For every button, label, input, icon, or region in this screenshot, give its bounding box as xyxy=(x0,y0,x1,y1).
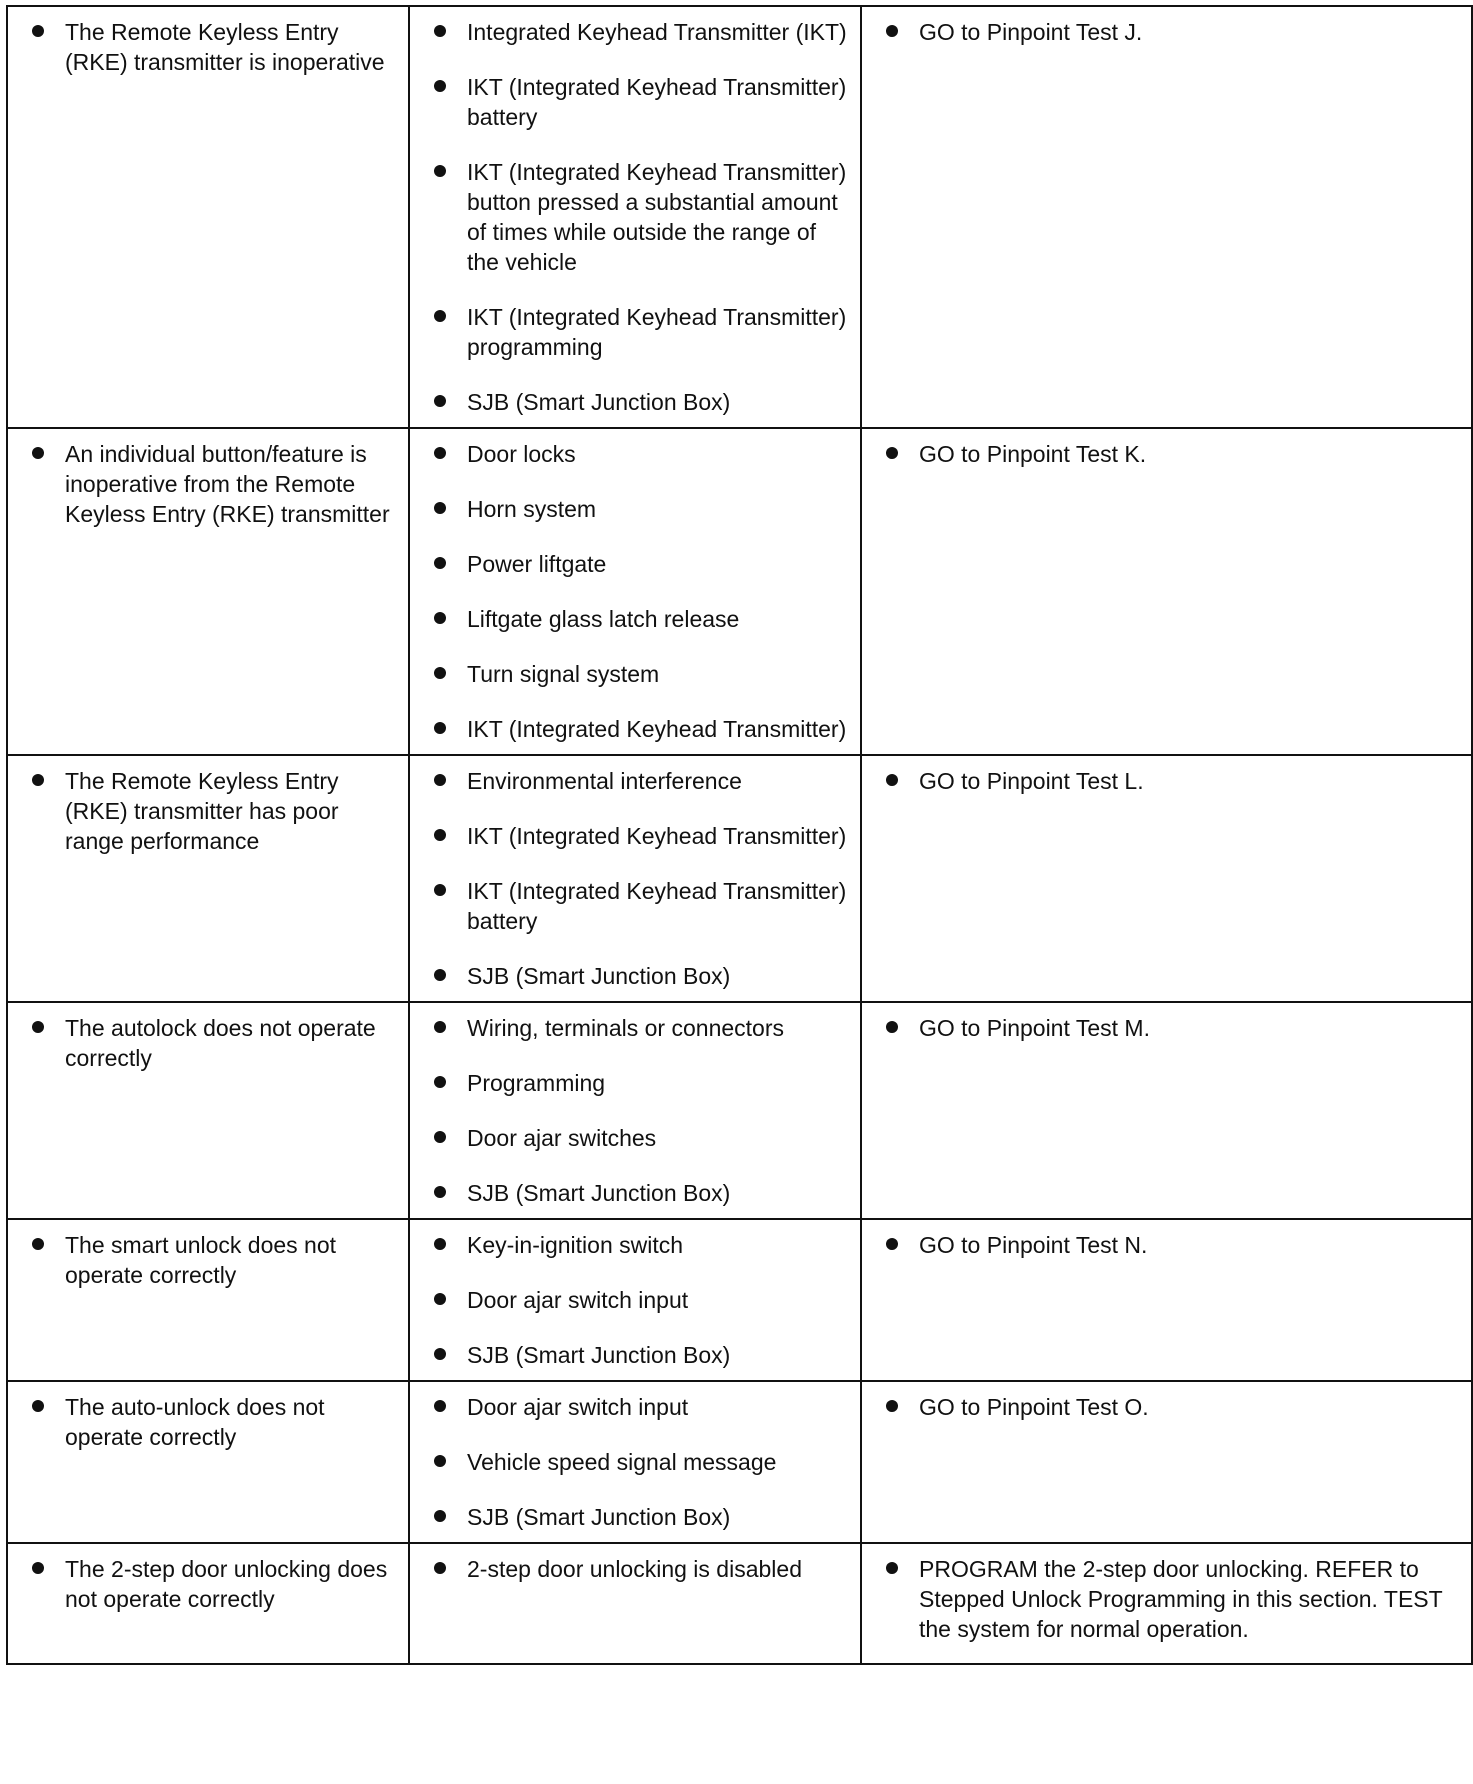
bullet-icon xyxy=(886,1238,898,1250)
list-item-text: GO to Pinpoint Test M. xyxy=(919,1015,1150,1041)
bullet-icon xyxy=(434,612,446,624)
table-row xyxy=(7,428,1472,755)
condition-cell-list xyxy=(32,1013,398,1073)
list-item-text: Power liftgate xyxy=(467,551,607,577)
list-item xyxy=(886,17,1461,47)
condition-cell xyxy=(7,1381,409,1543)
list-item xyxy=(886,1554,1461,1644)
condition-cell-list xyxy=(32,439,398,529)
list-item-text: GO to Pinpoint Test O. xyxy=(919,1394,1149,1420)
table-row xyxy=(7,6,1472,428)
list-item xyxy=(434,1392,850,1422)
bullet-icon xyxy=(886,1400,898,1412)
list-item-text: Door ajar switch input xyxy=(467,1287,689,1313)
bullet-icon xyxy=(434,1076,446,1088)
bullet-icon xyxy=(434,1186,446,1198)
list-item-text: 2-step door unlocking is disabled xyxy=(467,1556,802,1582)
action-cell xyxy=(861,1002,1472,1219)
bullet-icon xyxy=(434,165,446,177)
action-cell-list xyxy=(886,439,1461,469)
list-item-text: GO to Pinpoint Test K. xyxy=(919,441,1147,467)
list-item xyxy=(434,604,850,634)
list-item-text: Horn system xyxy=(467,496,597,522)
bullet-icon xyxy=(434,667,446,679)
possible-source-cell xyxy=(409,1219,861,1381)
possible-source-cell xyxy=(409,428,861,755)
bullet-icon xyxy=(434,1021,446,1033)
bullet-icon xyxy=(886,25,898,37)
table-row xyxy=(7,1543,1472,1664)
list-item-text: SJB (Smart Junction Box) xyxy=(467,1504,731,1530)
table-row xyxy=(7,1002,1472,1219)
condition-cell xyxy=(7,428,409,755)
list-item xyxy=(32,1554,398,1614)
condition-cell xyxy=(7,1002,409,1219)
list-item-text: Vehicle speed signal message xyxy=(467,1449,777,1475)
bullet-icon xyxy=(886,774,898,786)
possible-source-cell xyxy=(409,1543,861,1664)
action-cell xyxy=(861,6,1472,428)
list-item xyxy=(886,439,1461,469)
list-item xyxy=(434,961,850,991)
bullet-icon xyxy=(434,969,446,981)
list-item-text: IKT (Integrated Keyhead Transmitter) button pressed a substantial amount of times while outside the range of the vehicle xyxy=(467,159,847,275)
symptom-chart-body xyxy=(7,6,1472,1664)
bullet-icon xyxy=(32,1562,44,1574)
possible-source-cell-list xyxy=(434,1392,850,1532)
action-cell-list xyxy=(886,1392,1461,1422)
bullet-icon xyxy=(434,774,446,786)
bullet-icon xyxy=(32,774,44,786)
bullet-icon xyxy=(32,447,44,459)
possible-source-cell-list xyxy=(434,1554,850,1584)
bullet-icon xyxy=(434,829,446,841)
list-item-text: Integrated Keyhead Transmitter (IKT) xyxy=(467,19,847,45)
table-row xyxy=(7,755,1472,1002)
list-item xyxy=(32,1392,398,1452)
list-item-text: SJB (Smart Junction Box) xyxy=(467,963,731,989)
list-item-text: IKT (Integrated Keyhead Transmitter) programming xyxy=(467,304,847,360)
bullet-icon xyxy=(434,80,446,92)
bullet-icon xyxy=(434,884,446,896)
bullet-icon xyxy=(886,447,898,459)
action-cell-list xyxy=(886,17,1461,47)
action-cell xyxy=(861,1381,1472,1543)
bullet-icon xyxy=(434,1400,446,1412)
possible-source-cell-list xyxy=(434,766,850,991)
list-item xyxy=(886,1013,1461,1043)
list-item-text: GO to Pinpoint Test N. xyxy=(919,1232,1148,1258)
condition-cell-list xyxy=(32,1230,398,1290)
bullet-icon xyxy=(886,1562,898,1574)
list-item-text: Turn signal system xyxy=(467,661,660,687)
possible-source-cell xyxy=(409,1002,861,1219)
list-item xyxy=(434,1230,850,1260)
condition-cell-list xyxy=(32,766,398,856)
list-item xyxy=(32,1013,398,1073)
list-item xyxy=(434,387,850,417)
list-item-text: The autolock does not operate correctly xyxy=(65,1015,376,1071)
list-item-text: The auto-unlock does not operate correctly xyxy=(65,1394,325,1450)
bullet-icon xyxy=(32,25,44,37)
possible-source-cell xyxy=(409,6,861,428)
possible-source-cell xyxy=(409,755,861,1002)
list-item xyxy=(434,439,850,469)
list-item xyxy=(434,1285,850,1315)
list-item-text: IKT (Integrated Keyhead Transmitter) battery xyxy=(467,878,847,934)
bullet-icon xyxy=(434,447,446,459)
list-item xyxy=(434,714,850,744)
list-item xyxy=(32,17,398,77)
bullet-icon xyxy=(32,1238,44,1250)
bullet-icon xyxy=(434,1455,446,1467)
list-item xyxy=(434,1013,850,1043)
condition-cell xyxy=(7,1543,409,1664)
list-item xyxy=(434,72,850,132)
list-item-text: GO to Pinpoint Test L. xyxy=(919,768,1144,794)
list-item xyxy=(434,302,850,362)
list-item xyxy=(886,1392,1461,1422)
list-item-text: SJB (Smart Junction Box) xyxy=(467,389,731,415)
list-item-text: Liftgate glass latch release xyxy=(467,606,740,632)
list-item-text: IKT (Integrated Keyhead Transmitter) xyxy=(467,716,847,742)
list-item-text: Door ajar switch input xyxy=(467,1394,689,1420)
bullet-icon xyxy=(434,1510,446,1522)
table-row xyxy=(7,1219,1472,1381)
list-item xyxy=(434,1340,850,1370)
condition-cell-list xyxy=(32,1554,398,1614)
list-item xyxy=(32,1230,398,1290)
bullet-icon xyxy=(434,502,446,514)
list-item xyxy=(434,157,850,277)
possible-source-cell-list xyxy=(434,1013,850,1208)
list-item xyxy=(434,659,850,689)
list-item-text: GO to Pinpoint Test J. xyxy=(919,19,1143,45)
list-item xyxy=(434,1447,850,1477)
bullet-icon xyxy=(32,1021,44,1033)
list-item-text: The Remote Keyless Entry (RKE) transmitter has poor range performance xyxy=(65,768,339,854)
list-item-text: SJB (Smart Junction Box) xyxy=(467,1342,731,1368)
list-item xyxy=(434,17,850,47)
list-item-text: Wiring, terminals or connectors xyxy=(467,1015,784,1041)
list-item xyxy=(434,876,850,936)
bullet-icon xyxy=(434,557,446,569)
action-cell xyxy=(861,428,1472,755)
list-item-text: Door ajar switches xyxy=(467,1125,657,1151)
condition-cell xyxy=(7,1219,409,1381)
condition-cell-list xyxy=(32,1392,398,1452)
list-item xyxy=(434,1502,850,1532)
list-item xyxy=(886,1230,1461,1260)
list-item-text: The 2-step door unlocking does not operate correctly xyxy=(65,1556,388,1612)
list-item-text: An individual button/feature is inoperative from the Remote Keyless Entry (RKE) transmitter xyxy=(65,441,390,527)
action-cell-list xyxy=(886,766,1461,796)
bullet-icon xyxy=(434,310,446,322)
list-item xyxy=(434,1178,850,1208)
list-item-text: Environmental interference xyxy=(467,768,742,794)
list-item xyxy=(32,439,398,529)
action-cell xyxy=(861,1543,1472,1664)
list-item xyxy=(434,1554,850,1584)
condition-cell xyxy=(7,755,409,1002)
condition-cell-list xyxy=(32,17,398,77)
possible-source-cell xyxy=(409,1381,861,1543)
list-item xyxy=(434,1123,850,1153)
list-item xyxy=(434,766,850,796)
bullet-icon xyxy=(434,1348,446,1360)
action-cell-list xyxy=(886,1013,1461,1043)
possible-source-cell-list xyxy=(434,1230,850,1370)
bullet-icon xyxy=(434,1238,446,1250)
list-item xyxy=(434,1068,850,1098)
list-item xyxy=(434,494,850,524)
list-item xyxy=(434,821,850,851)
bullet-icon xyxy=(32,1400,44,1412)
action-cell xyxy=(861,755,1472,1002)
list-item-text: SJB (Smart Junction Box) xyxy=(467,1180,731,1206)
list-item xyxy=(434,549,850,579)
bullet-icon xyxy=(434,722,446,734)
possible-source-cell-list xyxy=(434,439,850,744)
list-item-text: Key-in-ignition switch xyxy=(467,1232,684,1258)
bullet-icon xyxy=(886,1021,898,1033)
list-item xyxy=(886,766,1461,796)
list-item-text: PROGRAM the 2-step door unlocking. REFER to Stepped Unlock Programming in this section. TEST the system for normal operation. xyxy=(919,1556,1443,1642)
table-row xyxy=(7,1381,1472,1543)
condition-cell xyxy=(7,6,409,428)
list-item-text: Programming xyxy=(467,1070,606,1096)
list-item xyxy=(32,766,398,856)
bullet-icon xyxy=(434,1293,446,1305)
list-item-text: IKT (Integrated Keyhead Transmitter) battery xyxy=(467,74,847,130)
list-item-text: The Remote Keyless Entry (RKE) transmitter is inoperative xyxy=(65,19,385,75)
bullet-icon xyxy=(434,25,446,37)
symptom-chart-table xyxy=(6,5,1473,1665)
action-cell-list xyxy=(886,1554,1461,1644)
bullet-icon xyxy=(434,1562,446,1574)
list-item-text: The smart unlock does not operate correctly xyxy=(65,1232,337,1288)
bullet-icon xyxy=(434,1131,446,1143)
list-item-text: Door locks xyxy=(467,441,576,467)
bullet-icon xyxy=(434,395,446,407)
list-item-text: IKT (Integrated Keyhead Transmitter) xyxy=(467,823,847,849)
action-cell xyxy=(861,1219,1472,1381)
possible-source-cell-list xyxy=(434,17,850,417)
action-cell-list xyxy=(886,1230,1461,1260)
